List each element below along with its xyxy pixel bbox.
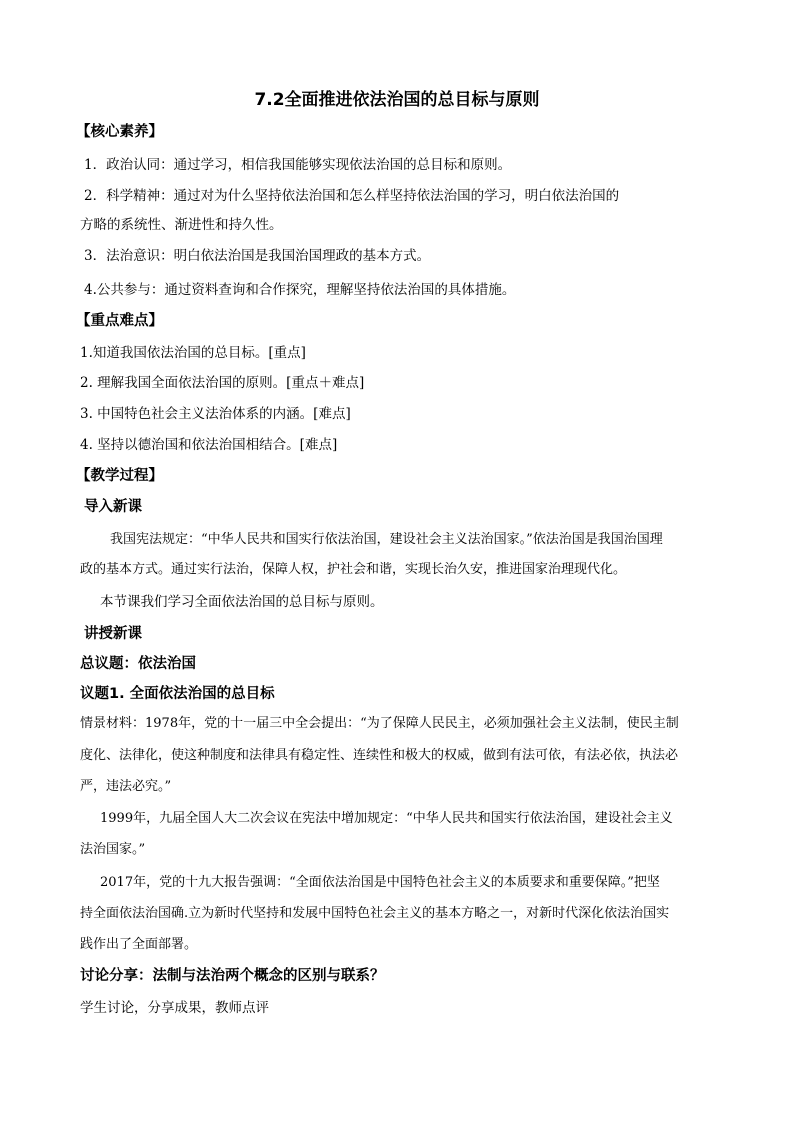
scenario-line-7: 持全面依法治国确.立为新时代坚持和发展中国特色社会主义的基本方略之一，对新时代深化依法治国实 <box>80 906 670 921</box>
topic1-heading: 议题1. 全面依法治国的总目标 <box>80 686 275 702</box>
intro-line-3: 本节课我们学习全面依法治国的总目标与原则。 <box>100 594 384 610</box>
scenario-line-8: 践作出了全面部署。 <box>80 937 198 952</box>
scenario-line-5: 法治国家。” <box>80 842 146 857</box>
intro-heading: 导入新课 <box>84 499 142 515</box>
core-literacy-item-1: 1．政治认同：通过学习，相信我国能够实现依法治国的总目标和原则。 <box>84 157 512 173</box>
core-literacy-item-4: 4.公共参与：通过资料查询和合作探究，理解坚持依法治国的具体措施。 <box>84 282 516 298</box>
discussion-heading: 讨论分享：法制与法治两个概念的区别与联系？ <box>80 968 385 984</box>
page-title: 7.2全面推进依法治国的总目标与原则 <box>254 90 540 110</box>
new-lesson-heading: 讲授新课 <box>84 626 142 642</box>
scenario-line-3: 严，违法必究。” <box>80 779 172 794</box>
key-points-item-3: 3. 中国特色社会主义法治体系的内涵。[难点] <box>80 406 351 422</box>
scenario-line-2: 度化、法律化，使这种制度和法律具有稳定性、连续性和极大的权威，做到有法可依，有法必依，执法必 <box>80 748 679 763</box>
teaching-process-heading: 【教学过程】 <box>76 468 163 484</box>
core-literacy-item-2-cont: 方略的系统性、渐进性和持久性。 <box>80 217 283 233</box>
intro-line-1: 我国宪法规定：“中华人民共和国实行依法治国，建设社会主义法治国家。”依法治国是我国治国理 <box>110 532 663 547</box>
intro-line-2: 政的基本方式。通过实行法治，保障人权，护社会和谐，实现长治久安，推进国家治理现代化。 <box>80 562 627 577</box>
core-literacy-item-2: 2．科学精神：通过对为什么坚持依法治国和怎么样坚持依法治国的学习，明白依法治国的 <box>84 188 620 204</box>
key-points-heading: 【重点难点】 <box>76 313 163 329</box>
key-points-item-4: 4. 坚持以德治国和依法治国相结合。[难点] <box>80 437 338 453</box>
discussion-line: 学生讨论，分享成果，教师点评 <box>80 1000 269 1016</box>
scenario-line-1: 情景材料：1978年，党的十一届三中全会提出：“为了保障人民民主，必须加强社会主义法制，使民主制 <box>80 716 679 731</box>
core-literacy-item-3: 3．法治意识：明白依法治国是我国治国理政的基本方式。 <box>84 248 431 264</box>
general-topic-heading: 总议题：依法治国 <box>80 656 196 672</box>
scenario-line-4: 1999年，九届全国人大二次会议在宪法中增加规定：“中华人民共和国实行依法治国，建设社会主义 <box>100 811 673 826</box>
core-literacy-heading: 【核心素养】 <box>76 124 163 140</box>
key-points-item-1: 1.知道我国依法治国的总目标。[重点] <box>80 345 306 361</box>
key-points-item-2: 2. 理解我国全面依法治国的原则。[重点＋难点] <box>80 375 365 391</box>
scenario-line-6: 2017年，党的十九大报告强调：“全面依法治国是中国特色社会主义的本质要求和重要保障。”把坚 <box>100 875 660 890</box>
